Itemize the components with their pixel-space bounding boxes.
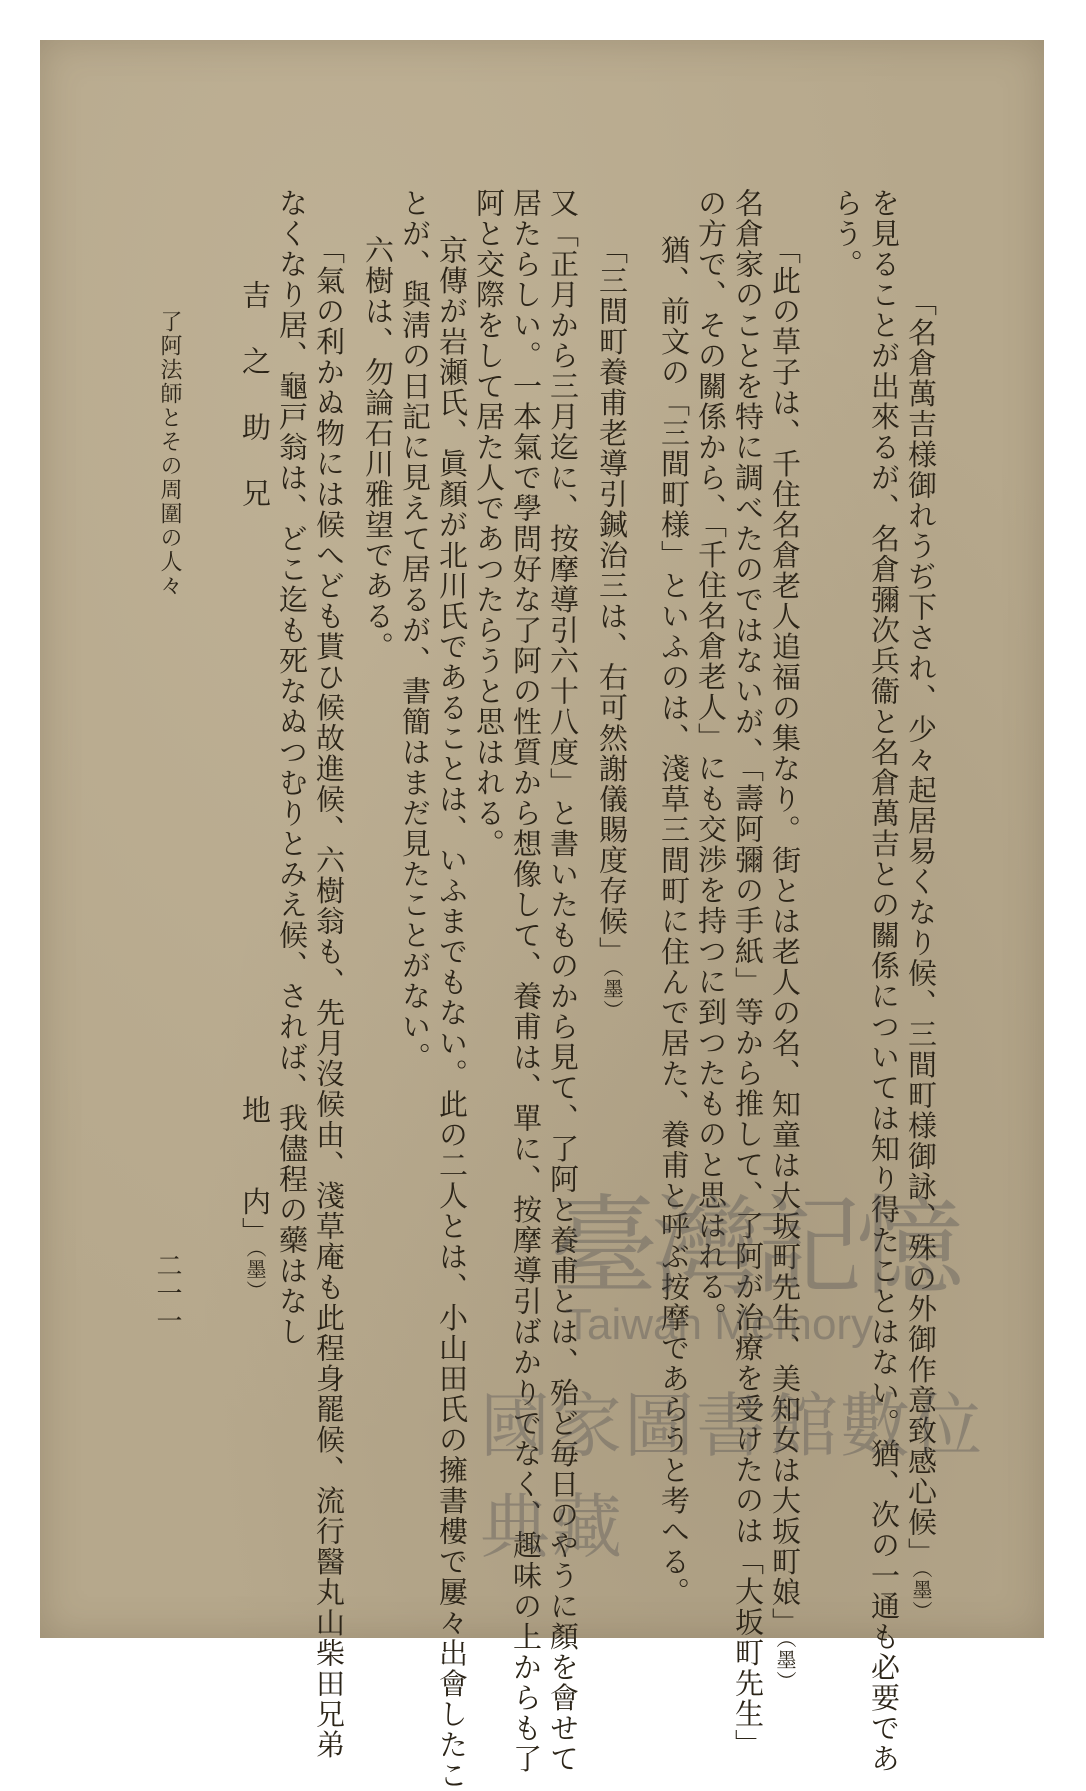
column-text: 「三間町養甫老導引鍼治三は、右可然謝儀賜度存候」 [595,235,629,967]
text-column: 又「正月から三月迄に、按摩導引六十八度」と書いたものから見て、了阿と養甫とは、殆ど毎日のやうに顏を會せて [546,188,580,1774]
column-text: 「名倉萬吉様御れうぢ下され、少々起居易くなり候、三間町様御詠、殊の外御作意致感心候」 [904,287,938,1568]
text-column: とが、與淸の日記に見えて居るが、書簡はまだ見たことがない。 [398,188,432,1073]
ink-note: （墨） [909,1568,933,1623]
page-number: 二一一 [152,1252,182,1335]
ink-note: （墨） [600,967,624,1022]
text-column: 京傳が岩瀬氏、眞顏が北川氏であることは、いふまでもない。此の二人とは、小山田氏の擁書樓で屢々出會したこ [435,235,469,1791]
text-column: の方で、その關係から、「千住名倉老人」にも交渉を持つに到つたものと思はれる。 [694,188,728,1333]
text-column: なくなり居、龜戸翁は、どこ迄も死なぬつむりとみえ候、されば、我儘程の藥はなし [275,188,309,1347]
column-text: 「此の草子は、千住名倉老人追福の集なり。街とは老人の名、知童は大坂町先生、美知女は大坂町娘」 [768,235,802,1638]
text-column [904,287,938,1623]
watermark-name: 國家圖書館數位典藏 [480,1387,984,1566]
text-column [768,235,802,1693]
ink-note: （墨） [773,1638,797,1693]
ink-note: （墨） [243,1247,267,1302]
running-header: 了阿法師とその周圍の人々 [157,310,182,598]
text-column: 名倉家のことを特に調べたのではないが、「壽阿彌の手紙」等から推して、了阿が治療を受けたのは「大坂町先生」 [731,188,765,1760]
book-page [40,40,1044,1791]
text-column: 猶、前文の「三間町様」といふのは、淺草三間町に住んで居た、養甫と呼ぶ按摩であらうと考へる。 [657,235,691,1608]
text-column: 六樹は、勿論石川雅望である。 [361,235,395,662]
text-column: 「氣の利かぬ物には候へども貰ひ候故進候、六樹翁も、先月沒候由、淺草庵も此程身罷候、流行醫丸山柴田兄弟 [312,235,346,1760]
text-column: 阿と交際をして居た人であつたらうと思はれる。 [472,188,506,859]
text-column: 居たらしい。一本氣で學問好な了阿の性質から想像して、養甫は、單に、按摩導引ばかりでなく、趣味の上からも了 [509,188,543,1774]
watermark-script: 臺灣記憶 [550,1185,959,1310]
signature-column [238,1095,272,1302]
addressee: 吉 之 助 兄 [238,280,272,511]
column-text: 地 内」 [238,1095,272,1248]
text-column: らう。 [830,188,864,280]
text-column [595,235,629,1022]
watermark-english: Taiwan Memory [565,1300,874,1349]
text-column: を見ることが出來るが、名倉彌次兵衞と名倉萬吉との關係については知り得たことはない。猶、次の一通も必要であ [867,188,901,1774]
